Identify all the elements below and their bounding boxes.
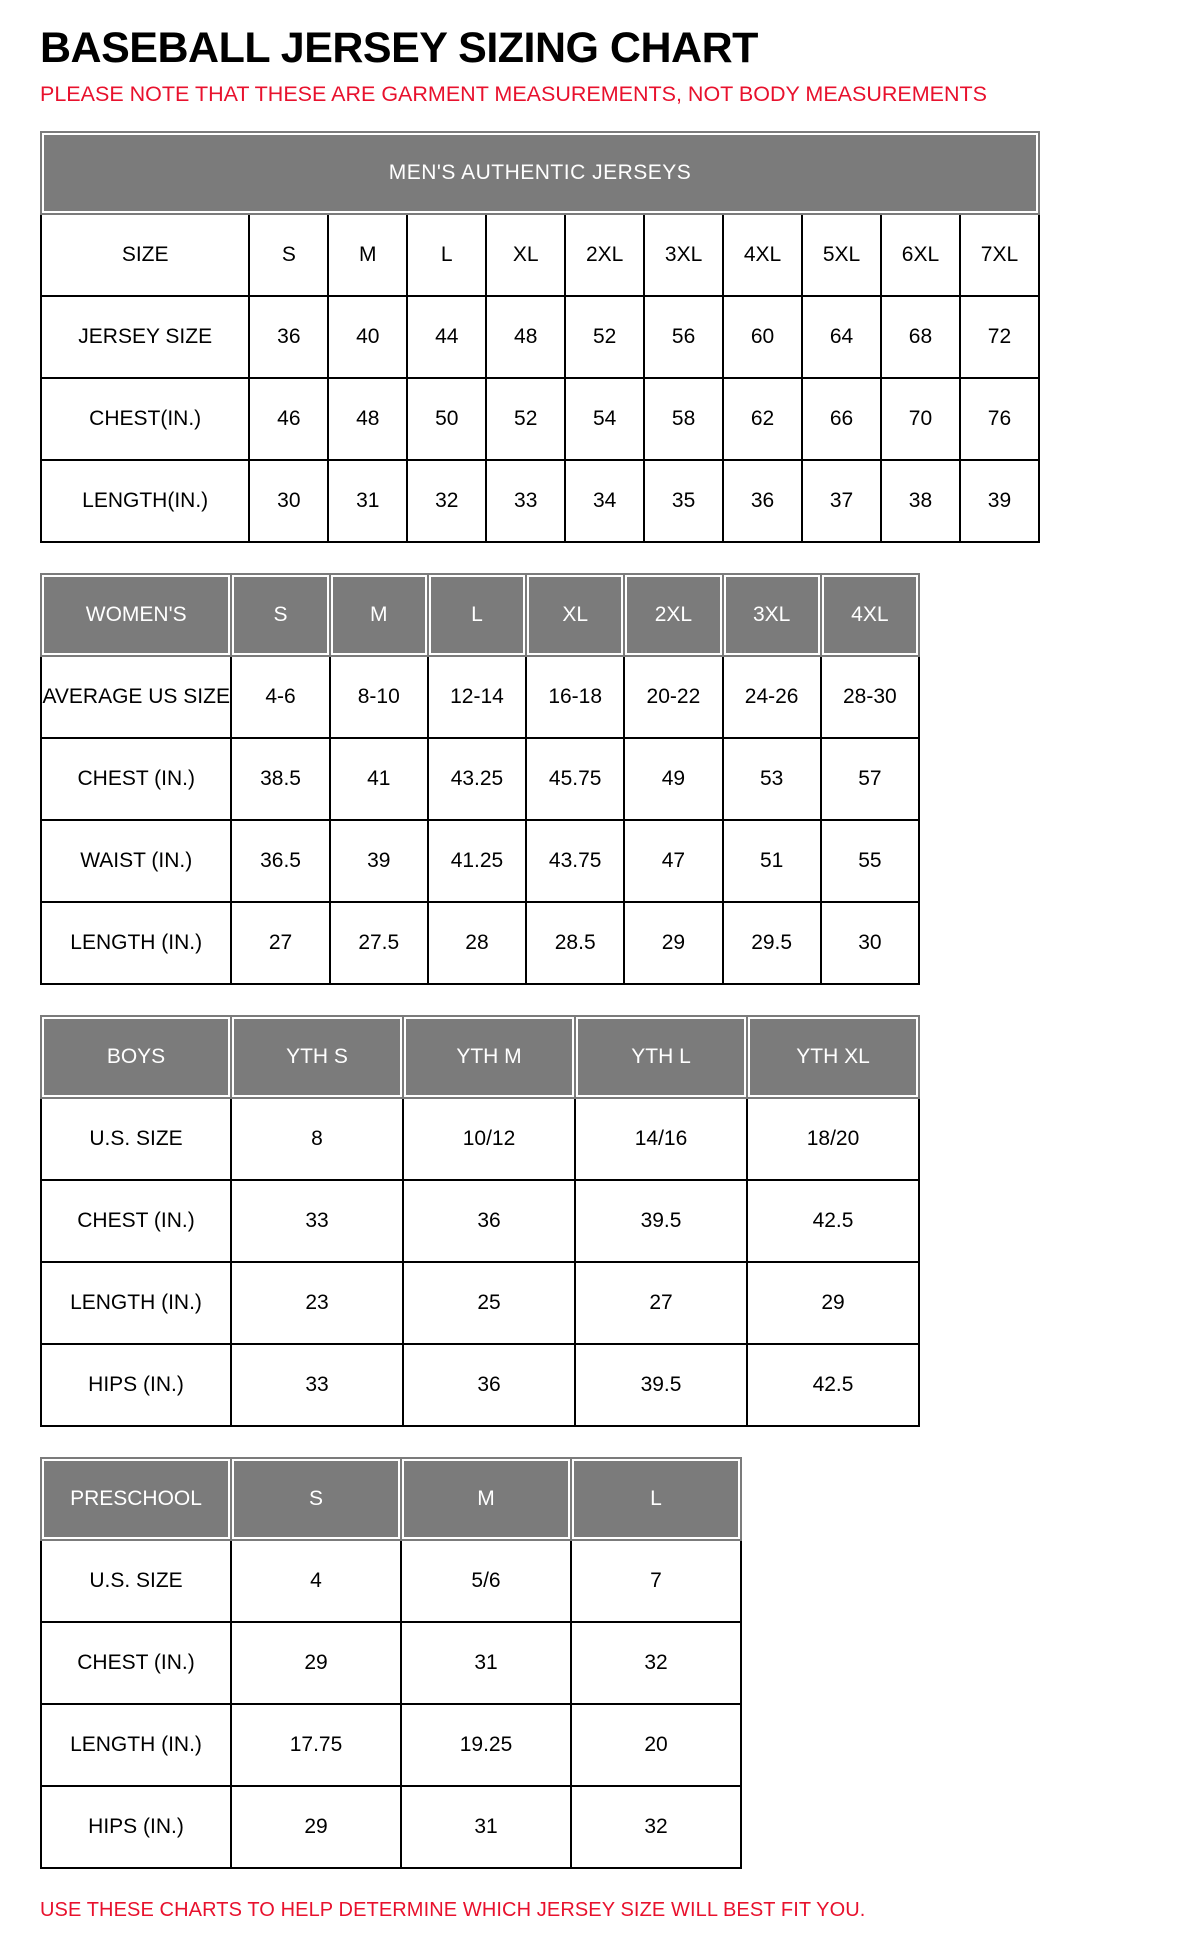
table-row <box>41 902 919 984</box>
mens-length-m: 31 <box>328 460 407 542</box>
mens-col-xl: XL <box>486 214 565 296</box>
page-title: BASEBALL JERSEY SIZING CHART <box>40 24 758 72</box>
womens-chest-s: 38.5 <box>231 738 329 820</box>
preschool-row-label-chest: CHEST (IN.) <box>41 1622 231 1704</box>
mens-col-l: L <box>407 214 486 296</box>
mens-chest-6xl: 70 <box>881 378 960 460</box>
table-row <box>41 1344 919 1426</box>
womens-chest-4xl: 57 <box>821 738 919 820</box>
preschool-hips-l: 32 <box>571 1786 741 1868</box>
mens-jersey-size-5xl: 64 <box>802 296 881 378</box>
mens-chest-7xl: 76 <box>960 378 1039 460</box>
womens-row-label-waist: WAIST (IN.) <box>41 820 231 902</box>
boys-us-size-yth-xl: 18/20 <box>747 1098 919 1180</box>
mens-jersey-size-l: 44 <box>407 296 486 378</box>
womens-waist-4xl: 55 <box>821 820 919 902</box>
womens-waist-2xl: 47 <box>624 820 722 902</box>
womens-waist-xl: 43.75 <box>526 820 624 902</box>
womens-length-s: 27 <box>231 902 329 984</box>
table-row <box>41 656 919 738</box>
table-row <box>41 820 919 902</box>
table-row <box>41 378 1039 460</box>
womens-col-4xl: 4XL <box>821 574 919 656</box>
table-row-header <box>41 214 1039 296</box>
boys-hips-yth-l: 39.5 <box>575 1344 747 1426</box>
table-row-header <box>41 1458 741 1540</box>
preschool-length-s: 17.75 <box>231 1704 401 1786</box>
boys-row-label-hips: HIPS (IN.) <box>41 1344 231 1426</box>
mens-length-2xl: 34 <box>565 460 644 542</box>
preschool-row-label-length: LENGTH (IN.) <box>41 1704 231 1786</box>
table-row <box>41 1786 741 1868</box>
mens-col-s: S <box>249 214 328 296</box>
preschool-row-label-us-size: U.S. SIZE <box>41 1540 231 1622</box>
mens-col-3xl: 3XL <box>644 214 723 296</box>
mens-col-6xl: 6XL <box>881 214 960 296</box>
mens-jersey-size-m: 40 <box>328 296 407 378</box>
mens-col-7xl: 7XL <box>960 214 1039 296</box>
boys-col-yth-s: YTH S <box>231 1016 403 1098</box>
boys-us-size-yth-l: 14/16 <box>575 1098 747 1180</box>
mens-jersey-size-6xl: 68 <box>881 296 960 378</box>
boys-us-size-yth-m: 10/12 <box>403 1098 575 1180</box>
mens-col-4xl: 4XL <box>723 214 802 296</box>
boys-chest-yth-xl: 42.5 <box>747 1180 919 1262</box>
table-row <box>41 1622 741 1704</box>
womens-length-xl: 28.5 <box>526 902 624 984</box>
womens-length-3xl: 29.5 <box>723 902 821 984</box>
boys-chest-yth-l: 39.5 <box>575 1180 747 1262</box>
preschool-us-size-l: 7 <box>571 1540 741 1622</box>
preschool-col-s: S <box>231 1458 401 1540</box>
boys-us-size-yth-s: 8 <box>231 1098 403 1180</box>
womens-us-size-4xl: 28-30 <box>821 656 919 738</box>
womens-chest-xl: 45.75 <box>526 738 624 820</box>
boys-chest-yth-m: 36 <box>403 1180 575 1262</box>
womens-header-label: WOMEN'S <box>41 574 231 656</box>
mens-length-6xl: 38 <box>881 460 960 542</box>
preschool-us-size-m: 5/6 <box>401 1540 571 1622</box>
womens-col-m: M <box>330 574 428 656</box>
mens-chest-5xl: 66 <box>802 378 881 460</box>
boys-length-yth-s: 23 <box>231 1262 403 1344</box>
womens-us-size-m: 8-10 <box>330 656 428 738</box>
table-row <box>41 1098 919 1180</box>
mens-jersey-size-3xl: 56 <box>644 296 723 378</box>
mens-length-l: 32 <box>407 460 486 542</box>
mens-jersey-size-4xl: 60 <box>723 296 802 378</box>
womens-length-4xl: 30 <box>821 902 919 984</box>
boys-header-label: BOYS <box>41 1016 231 1098</box>
preschool-hips-m: 31 <box>401 1786 571 1868</box>
womens-col-xl: XL <box>526 574 624 656</box>
mens-chest-4xl: 62 <box>723 378 802 460</box>
boys-length-yth-xl: 29 <box>747 1262 919 1344</box>
mens-col-2xl: 2XL <box>565 214 644 296</box>
mens-length-xl: 33 <box>486 460 565 542</box>
mens-jersey-size-2xl: 52 <box>565 296 644 378</box>
mens-chest-l: 50 <box>407 378 486 460</box>
boys-row-label-us-size: U.S. SIZE <box>41 1098 231 1180</box>
measurement-note: PLEASE NOTE THAT THESE ARE GARMENT MEASUREMENTS, NOT BODY MEASUREMENTS <box>40 82 987 107</box>
table-row <box>41 738 919 820</box>
preschool-col-l: L <box>571 1458 741 1540</box>
womens-us-size-2xl: 20-22 <box>624 656 722 738</box>
mens-length-4xl: 36 <box>723 460 802 542</box>
mens-row-label-chest: CHEST(IN.) <box>41 378 249 460</box>
preschool-chest-s: 29 <box>231 1622 401 1704</box>
boys-hips-yth-m: 36 <box>403 1344 575 1426</box>
womens-us-size-xl: 16-18 <box>526 656 624 738</box>
table-mens-authentic-jerseys <box>40 131 1040 543</box>
womens-length-l: 28 <box>428 902 526 984</box>
mens-header-label: SIZE <box>41 214 249 296</box>
mens-banner: MEN'S AUTHENTIC JERSEYS <box>41 132 1039 214</box>
mens-chest-s: 46 <box>249 378 328 460</box>
mens-row-label-jersey-size: JERSEY SIZE <box>41 296 249 378</box>
womens-col-l: L <box>428 574 526 656</box>
womens-waist-3xl: 51 <box>723 820 821 902</box>
boys-length-yth-m: 25 <box>403 1262 575 1344</box>
mens-jersey-size-xl: 48 <box>486 296 565 378</box>
boys-hips-yth-xl: 42.5 <box>747 1344 919 1426</box>
womens-chest-l: 43.25 <box>428 738 526 820</box>
womens-row-label-chest: CHEST (IN.) <box>41 738 231 820</box>
boys-hips-yth-s: 33 <box>231 1344 403 1426</box>
mens-chest-xl: 52 <box>486 378 565 460</box>
mens-jersey-size-7xl: 72 <box>960 296 1039 378</box>
preschool-col-m: M <box>401 1458 571 1540</box>
boys-row-label-chest: CHEST (IN.) <box>41 1180 231 1262</box>
boys-chest-yth-s: 33 <box>231 1180 403 1262</box>
preschool-chest-m: 31 <box>401 1622 571 1704</box>
boys-col-yth-m: YTH M <box>403 1016 575 1098</box>
table-row <box>41 1540 741 1622</box>
womens-col-s: S <box>231 574 329 656</box>
table-row-banner <box>41 132 1039 214</box>
table-row-header <box>41 1016 919 1098</box>
table-row <box>41 1262 919 1344</box>
mens-length-s: 30 <box>249 460 328 542</box>
mens-chest-m: 48 <box>328 378 407 460</box>
table-womens <box>40 573 920 985</box>
mens-length-7xl: 39 <box>960 460 1039 542</box>
table-row <box>41 1704 741 1786</box>
preschool-row-label-hips: HIPS (IN.) <box>41 1786 231 1868</box>
preschool-chest-l: 32 <box>571 1622 741 1704</box>
womens-chest-2xl: 49 <box>624 738 722 820</box>
preschool-hips-s: 29 <box>231 1786 401 1868</box>
boys-length-yth-l: 27 <box>575 1262 747 1344</box>
womens-length-m: 27.5 <box>330 902 428 984</box>
table-row <box>41 296 1039 378</box>
mens-jersey-size-s: 36 <box>249 296 328 378</box>
womens-waist-l: 41.25 <box>428 820 526 902</box>
mens-col-m: M <box>328 214 407 296</box>
womens-row-label-length: LENGTH (IN.) <box>41 902 231 984</box>
preschool-length-l: 20 <box>571 1704 741 1786</box>
womens-us-size-3xl: 24-26 <box>723 656 821 738</box>
womens-row-label-average-us-size: AVERAGE US SIZE <box>41 656 231 738</box>
preschool-length-m: 19.25 <box>401 1704 571 1786</box>
preschool-us-size-s: 4 <box>231 1540 401 1622</box>
mens-chest-2xl: 54 <box>565 378 644 460</box>
womens-waist-m: 39 <box>330 820 428 902</box>
table-boys <box>40 1015 920 1427</box>
boys-col-yth-xl: YTH XL <box>747 1016 919 1098</box>
table-preschool <box>40 1457 742 1869</box>
mens-row-label-length: LENGTH(IN.) <box>41 460 249 542</box>
table-row-header <box>41 574 919 656</box>
table-row <box>41 1180 919 1262</box>
womens-col-2xl: 2XL <box>624 574 722 656</box>
womens-us-size-l: 12-14 <box>428 656 526 738</box>
mens-length-5xl: 37 <box>802 460 881 542</box>
mens-chest-3xl: 58 <box>644 378 723 460</box>
womens-waist-s: 36.5 <box>231 820 329 902</box>
womens-chest-3xl: 53 <box>723 738 821 820</box>
mens-col-5xl: 5XL <box>802 214 881 296</box>
table-row <box>41 460 1039 542</box>
womens-col-3xl: 3XL <box>723 574 821 656</box>
preschool-header-label: PRESCHOOL <box>41 1458 231 1540</box>
womens-chest-m: 41 <box>330 738 428 820</box>
womens-length-2xl: 29 <box>624 902 722 984</box>
mens-length-3xl: 35 <box>644 460 723 542</box>
boys-row-label-length: LENGTH (IN.) <box>41 1262 231 1344</box>
footer-note: USE THESE CHARTS TO HELP DETERMINE WHICH JERSEY SIZE WILL BEST FIT YOU. <box>40 1898 866 1921</box>
womens-us-size-s: 4-6 <box>231 656 329 738</box>
boys-col-yth-l: YTH L <box>575 1016 747 1098</box>
